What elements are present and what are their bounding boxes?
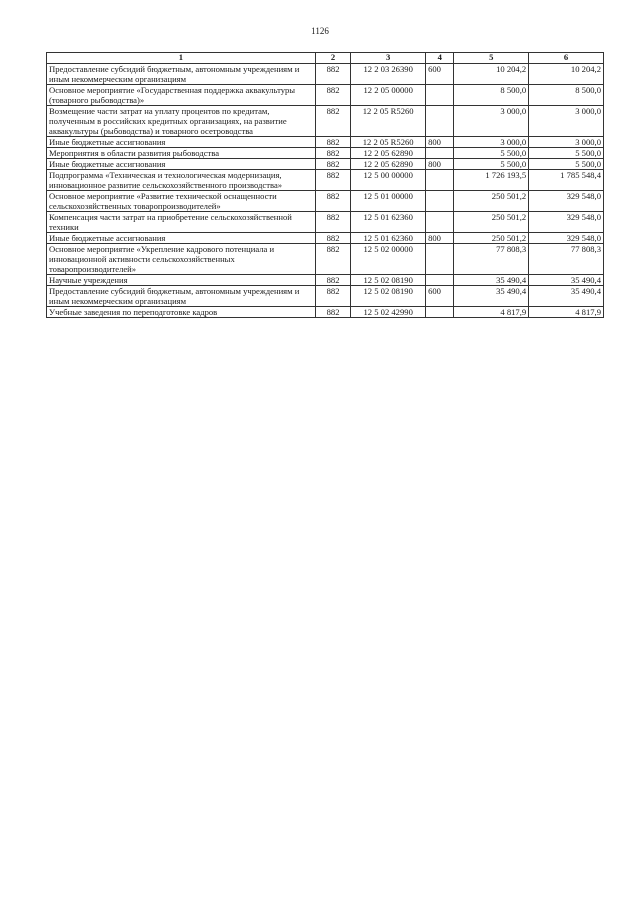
amount-year-2-cell: 5 500,0 bbox=[529, 159, 604, 170]
department-code-cell: 882 bbox=[315, 307, 350, 318]
table-row bbox=[47, 148, 604, 159]
department-code-cell: 882 bbox=[315, 106, 350, 137]
table-row bbox=[47, 275, 604, 286]
table-row bbox=[47, 137, 604, 148]
amount-year-2-cell: 5 500,0 bbox=[529, 148, 604, 159]
expense-type-cell: 800 bbox=[426, 137, 454, 148]
table-row bbox=[47, 212, 604, 233]
target-article-cell: 12 5 01 00000 bbox=[351, 191, 426, 212]
amount-year-2-cell: 329 548,0 bbox=[529, 212, 604, 233]
target-article-cell: 12 5 02 08190 bbox=[351, 286, 426, 307]
expense-type-cell bbox=[426, 85, 454, 106]
description-cell: Подпрограмма «Техническая и технологическая модернизация, инновационное развитие сельскохозяйственного производства» bbox=[47, 170, 316, 191]
target-article-cell: 12 2 05 R5260 bbox=[351, 137, 426, 148]
table-row bbox=[47, 170, 604, 191]
table-row bbox=[47, 286, 604, 307]
description-cell: Учебные заведения по переподготовке кадров bbox=[47, 307, 316, 318]
department-code-cell: 882 bbox=[315, 137, 350, 148]
department-code-cell: 882 bbox=[315, 275, 350, 286]
target-article-cell: 12 2 05 62890 bbox=[351, 148, 426, 159]
expense-type-cell bbox=[426, 191, 454, 212]
table-row bbox=[47, 307, 604, 318]
amount-year-1-cell: 8 500,0 bbox=[454, 85, 529, 106]
expense-type-cell: 800 bbox=[426, 159, 454, 170]
column-header: 2 bbox=[315, 53, 350, 64]
department-code-cell: 882 bbox=[315, 233, 350, 244]
expense-type-cell bbox=[426, 244, 454, 275]
description-cell: Возмещение части затрат на уплату процентов по кредитам, полученным в российских кредитных организациях, на развитие аквакультуры (рыбоводства) и товарного осетроводства bbox=[47, 106, 316, 137]
target-article-cell: 12 5 01 62360 bbox=[351, 212, 426, 233]
table-row bbox=[47, 64, 604, 85]
table-row bbox=[47, 191, 604, 212]
table-row bbox=[47, 106, 604, 137]
amount-year-1-cell: 4 817,9 bbox=[454, 307, 529, 318]
amount-year-2-cell: 35 490,4 bbox=[529, 286, 604, 307]
description-cell: Компенсация части затрат на приобретение сельскохозяйственной техники bbox=[47, 212, 316, 233]
column-header: 4 bbox=[426, 53, 454, 64]
expense-type-cell bbox=[426, 106, 454, 137]
expense-type-cell bbox=[426, 275, 454, 286]
description-cell: Иные бюджетные ассигнования bbox=[47, 159, 316, 170]
amount-year-1-cell: 5 500,0 bbox=[454, 159, 529, 170]
department-code-cell: 882 bbox=[315, 244, 350, 275]
description-cell: Предоставление субсидий бюджетным, автономным учреждениям и иным некоммерческим организациям bbox=[47, 64, 316, 85]
department-code-cell: 882 bbox=[315, 212, 350, 233]
amount-year-2-cell: 329 548,0 bbox=[529, 233, 604, 244]
column-header: 3 bbox=[351, 53, 426, 64]
amount-year-2-cell: 3 000,0 bbox=[529, 106, 604, 137]
table-row bbox=[47, 244, 604, 275]
expense-type-cell: 600 bbox=[426, 64, 454, 85]
amount-year-1-cell: 1 726 193,5 bbox=[454, 170, 529, 191]
description-cell: Основное мероприятие «Развитие технической оснащенности сельскохозяйственных товаропроизводителей» bbox=[47, 191, 316, 212]
description-cell: Иные бюджетные ассигнования bbox=[47, 137, 316, 148]
amount-year-2-cell: 35 490,4 bbox=[529, 275, 604, 286]
amount-year-2-cell: 3 000,0 bbox=[529, 137, 604, 148]
department-code-cell: 882 bbox=[315, 159, 350, 170]
target-article-cell: 12 2 03 26390 bbox=[351, 64, 426, 85]
budget-table bbox=[46, 52, 604, 318]
amount-year-2-cell: 4 817,9 bbox=[529, 307, 604, 318]
amount-year-2-cell: 1 785 548,4 bbox=[529, 170, 604, 191]
target-article-cell: 12 5 00 00000 bbox=[351, 170, 426, 191]
target-article-cell: 12 2 05 62890 bbox=[351, 159, 426, 170]
amount-year-2-cell: 8 500,0 bbox=[529, 85, 604, 106]
amount-year-1-cell: 3 000,0 bbox=[454, 106, 529, 137]
amount-year-1-cell: 10 204,2 bbox=[454, 64, 529, 85]
expense-type-cell bbox=[426, 307, 454, 318]
amount-year-1-cell: 3 000,0 bbox=[454, 137, 529, 148]
column-header: 5 bbox=[454, 53, 529, 64]
amount-year-1-cell: 250 501,2 bbox=[454, 191, 529, 212]
amount-year-1-cell: 35 490,4 bbox=[454, 275, 529, 286]
department-code-cell: 882 bbox=[315, 286, 350, 307]
department-code-cell: 882 bbox=[315, 85, 350, 106]
target-article-cell: 12 2 05 00000 bbox=[351, 85, 426, 106]
table-header-row bbox=[47, 53, 604, 64]
department-code-cell: 882 bbox=[315, 64, 350, 85]
amount-year-2-cell: 329 548,0 bbox=[529, 191, 604, 212]
department-code-cell: 882 bbox=[315, 148, 350, 159]
expense-type-cell bbox=[426, 148, 454, 159]
expense-type-cell bbox=[426, 170, 454, 191]
description-cell: Научные учреждения bbox=[47, 275, 316, 286]
page-number: 1126 bbox=[311, 26, 329, 36]
table-row bbox=[47, 233, 604, 244]
expense-type-cell: 600 bbox=[426, 286, 454, 307]
department-code-cell: 882 bbox=[315, 170, 350, 191]
target-article-cell: 12 5 02 08190 bbox=[351, 275, 426, 286]
target-article-cell: 12 2 05 R5260 bbox=[351, 106, 426, 137]
column-header: 1 bbox=[47, 53, 316, 64]
amount-year-1-cell: 35 490,4 bbox=[454, 286, 529, 307]
expense-type-cell: 800 bbox=[426, 233, 454, 244]
description-cell: Предоставление субсидий бюджетным, автономным учреждениям и иным некоммерческим организациям bbox=[47, 286, 316, 307]
amount-year-1-cell: 250 501,2 bbox=[454, 233, 529, 244]
table-row bbox=[47, 85, 604, 106]
target-article-cell: 12 5 01 62360 bbox=[351, 233, 426, 244]
description-cell: Мероприятия в области развития рыбоводства bbox=[47, 148, 316, 159]
amount-year-1-cell: 5 500,0 bbox=[454, 148, 529, 159]
description-cell: Основное мероприятие «Государственная поддержка аквакультуры (товарного рыбоводства)» bbox=[47, 85, 316, 106]
amount-year-1-cell: 77 808,3 bbox=[454, 244, 529, 275]
expense-type-cell bbox=[426, 212, 454, 233]
column-header: 6 bbox=[529, 53, 604, 64]
table-row bbox=[47, 159, 604, 170]
target-article-cell: 12 5 02 42990 bbox=[351, 307, 426, 318]
amount-year-1-cell: 250 501,2 bbox=[454, 212, 529, 233]
target-article-cell: 12 5 02 00000 bbox=[351, 244, 426, 275]
description-cell: Иные бюджетные ассигнования bbox=[47, 233, 316, 244]
amount-year-2-cell: 77 808,3 bbox=[529, 244, 604, 275]
description-cell: Основное мероприятие «Укрепление кадрового потенциала и инновационной активности сельскохозяйственных товаропроизводителей» bbox=[47, 244, 316, 275]
amount-year-2-cell: 10 204,2 bbox=[529, 64, 604, 85]
department-code-cell: 882 bbox=[315, 191, 350, 212]
